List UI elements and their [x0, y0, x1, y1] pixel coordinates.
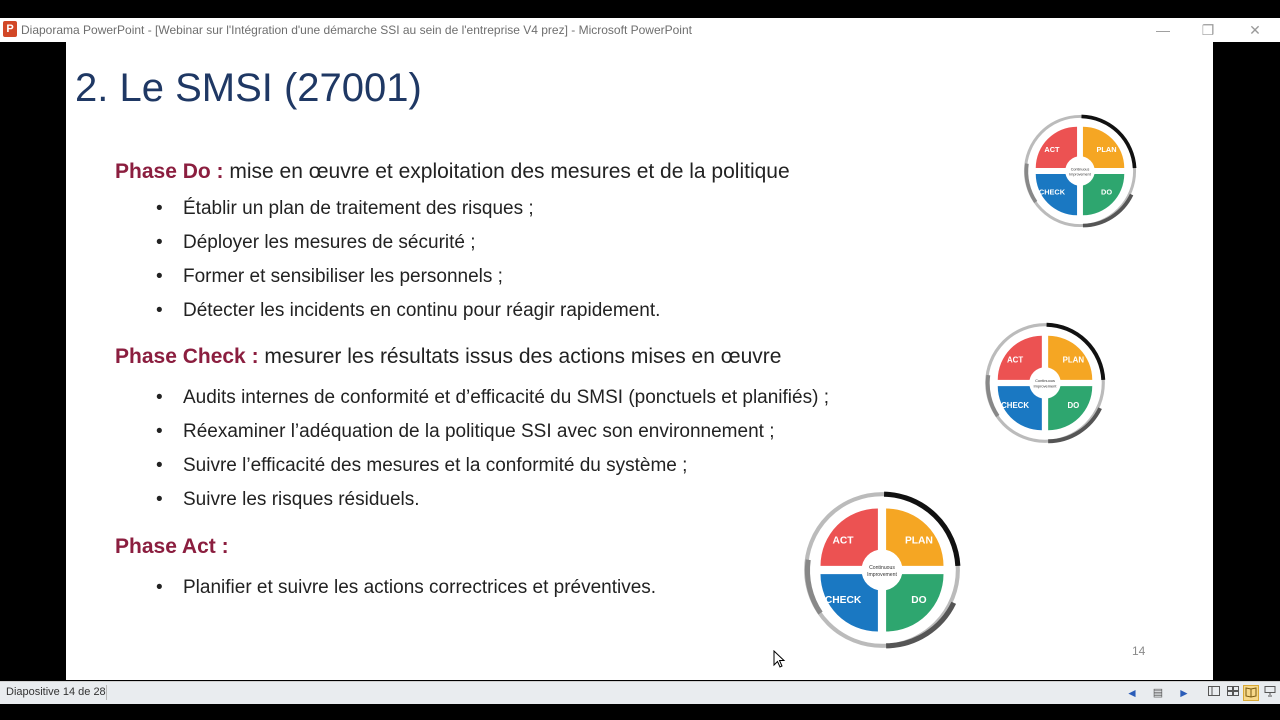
- slideshow-glyph: [1264, 685, 1276, 697]
- slideshow-view-icon[interactable]: [1262, 685, 1278, 701]
- minimize-button[interactable]: —: [1156, 22, 1170, 38]
- bullet-dot: •: [156, 489, 163, 510]
- bullet-text: Audits internes de conformité et d’efficacité du SMSI (ponctuels et planifiés) ;: [183, 387, 829, 408]
- notes-page-icon[interactable]: ▤: [1152, 687, 1164, 699]
- do-label: DO: [911, 594, 927, 606]
- status-separator: [106, 685, 107, 700]
- slide-sorter-glyph: [1227, 685, 1239, 697]
- do-label: DO: [1101, 187, 1113, 197]
- plan-label: PLAN: [1096, 144, 1117, 154]
- bullet-dot: •: [156, 455, 163, 476]
- bullet-dot: •: [156, 266, 163, 287]
- bullet-text: Réexaminer l’adéquation de la politique SSI avec son environnement ;: [183, 421, 775, 442]
- slide-title: 2. Le SMSI (27001): [75, 66, 422, 110]
- bullet-item: [156, 455, 687, 477]
- bullet-item: [156, 387, 829, 409]
- normal-view-glyph: [1208, 685, 1220, 697]
- cycle-arrow-arc: [988, 375, 998, 416]
- bullet-dot: •: [156, 577, 163, 598]
- bullet-item: [156, 489, 420, 511]
- phase-check-heading: [115, 345, 781, 369]
- pdca-cycle-diagram-small: [1021, 112, 1139, 230]
- bullet-dot: •: [156, 198, 163, 219]
- bullet-text: Suivre les risques résiduels.: [183, 489, 420, 510]
- reading-view-icon[interactable]: [1243, 685, 1259, 701]
- center-label-line2: Improvement: [1033, 383, 1057, 389]
- act-label: ACT: [1006, 355, 1024, 365]
- next-slide-icon[interactable]: ►: [1178, 686, 1190, 700]
- reading-view-glyph: [1245, 686, 1257, 698]
- bullet-item: [156, 266, 503, 288]
- normal-view-icon[interactable]: [1206, 685, 1222, 701]
- bullet-dot: •: [156, 421, 163, 442]
- bullet-item: [156, 198, 534, 220]
- center-label-line2: Improvement: [867, 572, 897, 579]
- center-label-line1: Continuous: [1035, 378, 1055, 384]
- slide-counter: Diapositive 14 de 28: [6, 686, 106, 698]
- bullet-text: Détecter les incidents en continu pour réagir rapidement.: [183, 300, 661, 321]
- bullet-text: Planifier et suivre les actions correctrices et préventives.: [183, 577, 657, 598]
- phase-text: mesurer les résultats issus des actions mises en œuvre: [258, 345, 782, 368]
- act-label: ACT: [1044, 144, 1060, 154]
- previous-slide-icon[interactable]: ◄: [1126, 686, 1138, 700]
- check-label: CHECK: [1001, 401, 1030, 411]
- title-bar: [0, 18, 1280, 42]
- bullet-dot: •: [156, 387, 163, 408]
- slide-canvas[interactable]: [66, 42, 1213, 680]
- center-label-line2: Improvement: [1069, 172, 1091, 177]
- plan-label: PLAN: [904, 535, 933, 547]
- close-button[interactable]: ✕: [1249, 22, 1261, 38]
- powerpoint-app-icon[interactable]: P: [3, 21, 17, 37]
- plan-label: PLAN: [1062, 355, 1085, 365]
- bullet-dot: •: [156, 232, 163, 253]
- slide-sorter-view-icon[interactable]: [1225, 685, 1241, 701]
- bullet-item: [156, 421, 774, 443]
- bullet-text: Établir un plan de traitement des risques ;: [183, 198, 534, 219]
- restore-button[interactable]: ❐: [1201, 22, 1215, 38]
- pdca-cycle-diagram-medium: [982, 320, 1108, 446]
- check-label: CHECK: [824, 594, 862, 606]
- slide-number: 14: [1132, 644, 1146, 658]
- mouse-cursor-icon: [773, 650, 787, 670]
- phase-label: Phase Check :: [115, 345, 259, 368]
- do-label: DO: [1067, 401, 1080, 411]
- bullet-item: [156, 300, 660, 322]
- phase-do-heading: [115, 160, 790, 184]
- status-bar: [0, 681, 1280, 704]
- bullet-item: [156, 232, 476, 254]
- cycle-arrow-arc: [807, 560, 820, 613]
- act-label: ACT: [832, 535, 854, 547]
- bullet-text: Déployer les mesures de sécurité ;: [183, 232, 476, 253]
- center-label-line1: Continuous: [869, 564, 895, 571]
- bullet-item: [156, 577, 656, 599]
- phase-label: Phase Act :: [115, 535, 229, 558]
- bullet-dot: •: [156, 300, 163, 321]
- cycle-arrow-arc: [1026, 164, 1035, 202]
- phase-text: mise en œuvre et exploitation des mesures et de la politique: [223, 160, 790, 183]
- window-title: Diaporama PowerPoint - [Webinar sur l'Intégration d'une démarche SSI au sein de l'entreprise V4 prez] - Microsoft PowerPoint: [21, 23, 692, 37]
- pdca-cycle-diagram-large: [800, 488, 964, 652]
- bullet-text: Suivre l’efficacité des mesures et la conformité du système ;: [183, 455, 688, 476]
- phase-act-heading: [115, 535, 229, 559]
- bullet-text: Former et sensibiliser les personnels ;: [183, 266, 503, 287]
- phase-label: Phase Do :: [115, 160, 224, 183]
- center-label-line1: Continuous: [1070, 167, 1090, 172]
- check-label: CHECK: [1038, 187, 1066, 197]
